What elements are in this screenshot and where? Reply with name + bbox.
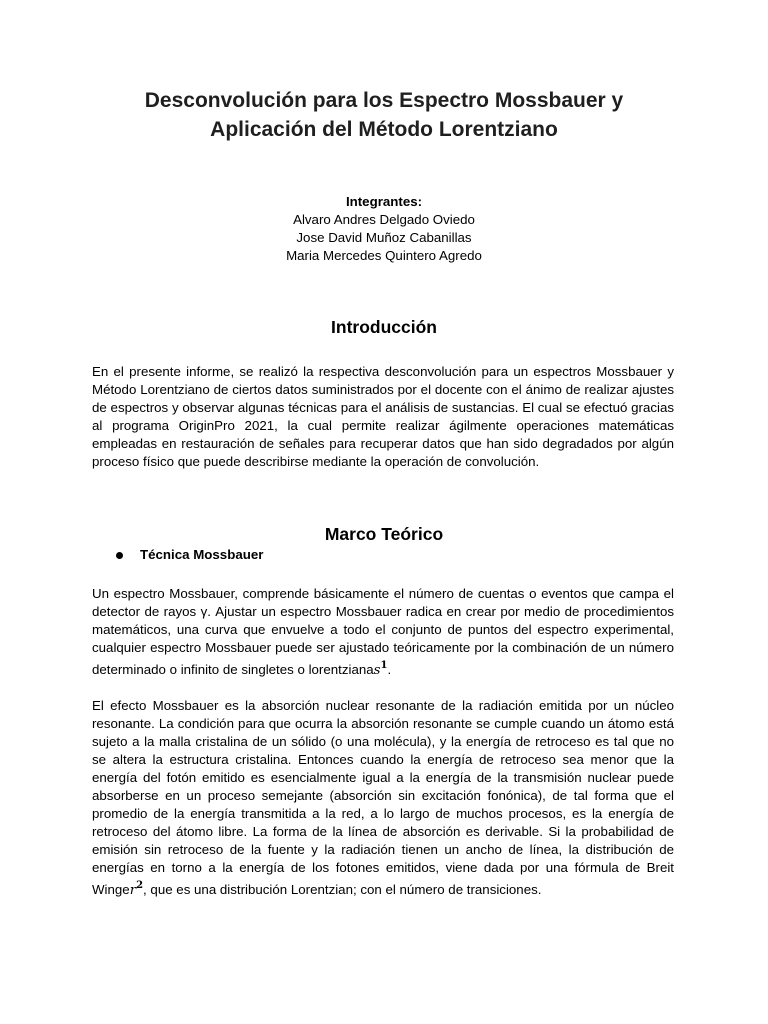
reference-letter: s [373, 663, 381, 678]
paragraph-end: , que es una distribución Lorentzian; con el número de transiciones. [143, 882, 542, 897]
document-title [90, 86, 678, 144]
introduccion-paragraph: En el presente informe, se realizó la respectiva desconvolución para un espectros Mossbauer y Método Lorentziano de ciertos datos suministrados por el docente con el ánimo de realizar ajustes de espectros y observar algunas técnicas para el análisis de sustancias. El cual se efectuó gracias al programa OriginPro 2021, la cual permite realizar ágilmente operaciones matemáticas empleadas en restauración de señales para recuperar datos que han sido degradados por algún proceso físico que puede describirse mediante la operación de convolución. [92, 364, 674, 469]
reference-number: 2 [136, 880, 144, 891]
author-name: Jose David Muñoz Cabanillas [296, 230, 472, 245]
paragraph-text: El efecto Mossbauer es la absorción nuclear resonante de la radiación emitida por un núcleo resonante. La condición para que ocurra la absorción resonante se cumple cuando un átomo está sujeto a la malla cristalina de un sólido (o una molécula), y la energía de retroceso es tal que no se altera la estructura cristalina. Entonces cuando la energía de retroceso sea menor que la energía del fotón emitido es esencialmente igual a la energía de la transmisión nuclear puede absorberse en un proceso semejante (absorción sin excitación fonónica), de tal forma que el promedio de la energía transmitida a la red, a lo largo de muchos procesos, es la energía de retroceso del átomo libre. La forma de la línea de absorción es derivable. Si la probabilidad de emisión sin retroceso de la fuente y la radiación tienen un ancho de línea, la distribución de energías en torno a la energía de los fotones emitidos, viene dada por una fórmula de Breit Winge [92, 698, 674, 897]
reference-marker [373, 660, 388, 678]
paragraph-text: Un espectro Mossbauer, comprende básicamente el número de cuentas o eventos que campa el detector de rayos γ. Ajustar un espectro Mossbauer radica en crear por medio de procedimientos matemáticos, una curva que envuelve a todo el conjunto de puntos del espectro experimental, cualquier espectro Mossbauer puede ser ajustado teóricamente por la combinación de un número determinado o infinito de singletes o lorentziana [92, 586, 674, 677]
mossbauer-spectrum-paragraph [92, 585, 674, 680]
author-name: Alvaro Andres Delgado Oviedo [293, 212, 475, 227]
reference-letter: r [129, 883, 137, 898]
reference-marker [129, 880, 144, 898]
paragraph-end: . [387, 662, 392, 677]
mossbauer-effect-paragraph [92, 697, 674, 900]
author-name: Maria Mercedes Quintero Agredo [286, 248, 482, 263]
title-line-2: Aplicación del Método Lorentziano [210, 118, 558, 141]
reference-number: 1 [380, 660, 388, 671]
bullet-item [116, 546, 263, 564]
introduccion-heading: Introducción [331, 317, 437, 337]
authors-label: Integrantes: [345, 194, 423, 209]
bullet-dot-icon [116, 552, 123, 559]
bullet-label: Técnica Mossbauer [140, 547, 264, 562]
title-line-1: Desconvolución para los Espectro Mossbauer y [144, 89, 624, 112]
marco-teorico-heading: Marco Teórico [324, 524, 444, 544]
authors-block [140, 193, 628, 265]
